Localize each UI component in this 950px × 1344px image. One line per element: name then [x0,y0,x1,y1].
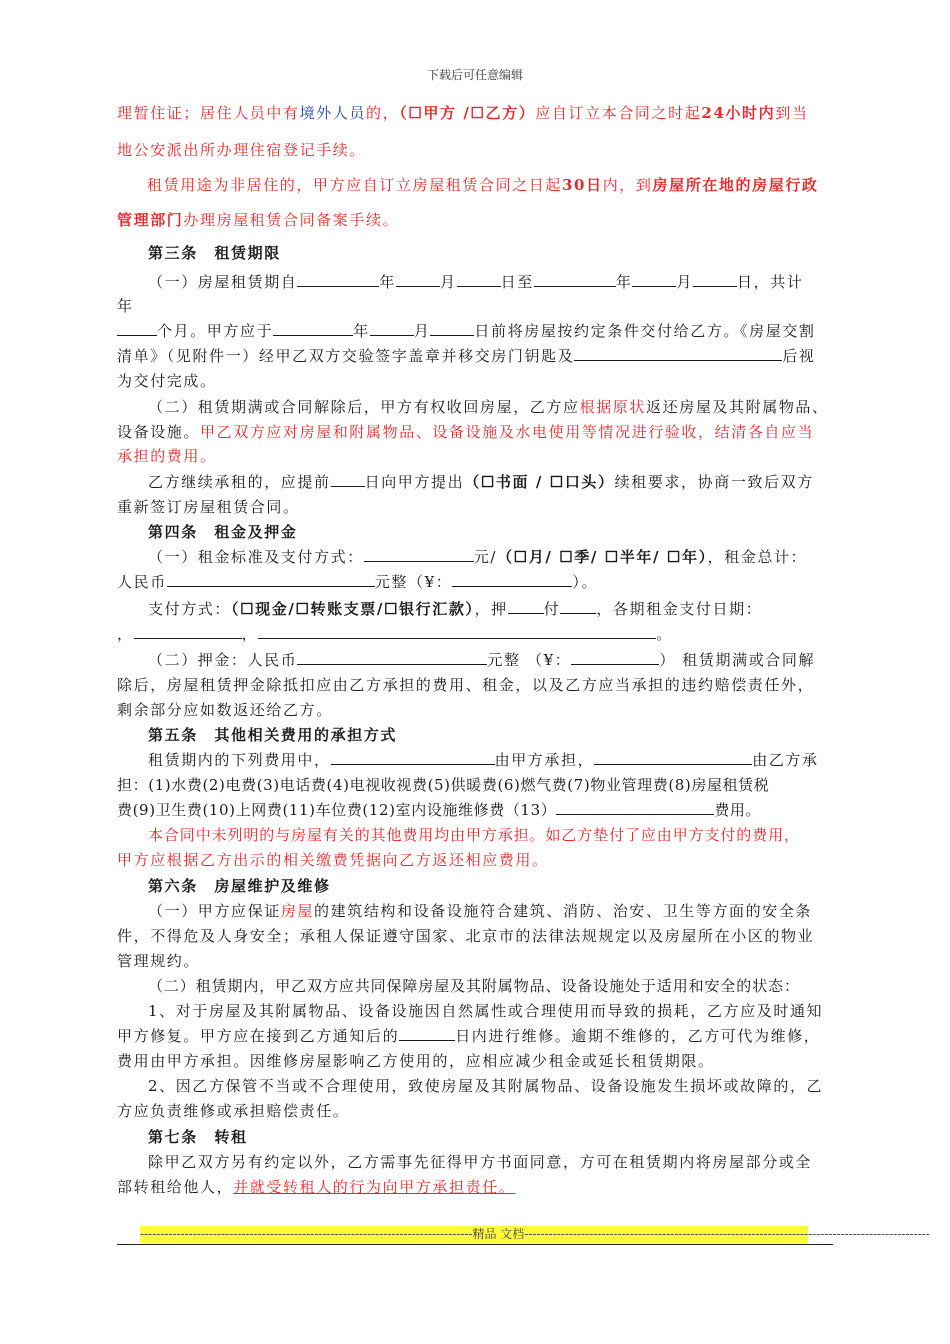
footer-label: 精品 文档 [472,1227,525,1241]
s3-p2-line1: （二）租赁期满或合同解除后，甲方有权收回房屋，乙方应根据原状返还房屋及其附属物品、 [148,398,829,416]
paragraph-s2-line1: 理暂住证；居住人员中有境外人员的，（☐甲方 /☐乙方）应自订立本合同之时起24小时内到当 [117,104,809,122]
s3-p1-line5: 为交付完成。 [117,372,217,390]
s4-p2-line2: ， ， 。 [117,622,833,646]
section-title-5: 第五条 其他相关费用的承担方式 [148,726,398,744]
s3-p1-line4: 清单》（见附件一）经甲乙双方交验签字盖章并移交房门钥匙及 后视 [117,344,833,368]
s4-p3-line1: （二）押金：人民币 元整 （¥： ） 租赁期满或合同解 [148,648,864,672]
s3-p1-line2: 年 [117,297,134,315]
footer-highlight-bar: ----------------------------------------------------------------------------------精品 文档---------------------------------------------------------------------------------------------------- [140,1227,930,1241]
s6-p2-line1: （二）租赁期内，甲乙双方应共同保障房屋及其附属物品、设备设施处于适用和安全的状态： [148,977,800,995]
s3-p3-line1: 乙方继续承租的，应提前 日向甲方提出（☐书面 / ☐口头）续租要求，协商一致后双方 [148,470,864,494]
s4-p1-line2: 人民币 元整（¥： ）。 [117,570,833,594]
s4-p3-line2: 除后，房屋租赁押金除抵扣应由乙方承担的费用、租金，以及乙方应当承担的违约赔偿责任外， [117,676,815,694]
s5-p2-line2: 甲方应根据乙方出示的相关缴费凭据向乙方返还相应费用。 [117,851,549,869]
s7-p1-line2: 部转租给他人，并就受转租人的行为向甲方承担责任。 [117,1178,516,1196]
paragraph-s2-line4: 管理部门办理房屋租赁合同备案手续。 [117,211,400,229]
s5-p1-line1: 租赁期内的下列费用中， 由甲方承担， 由乙方承 [148,748,864,772]
paragraph-s2-line2: 地公安派出所办理住宿登记手续。 [117,141,367,159]
page-header: 下载后可任意编辑 [426,68,523,82]
s5-p1-line2: 担：(1)水费(2)电费(3)电话费(4)电视收视费(5)供暖费(6)燃气费(7)物业管理费(8)房屋租赁税 [117,776,770,794]
footer-rule [117,1244,833,1245]
s6-p4-line2: 方应负责维修或承担赔偿责任。 [117,1102,350,1120]
s6-p1-line1: （一）甲方应保证房屋的建筑结构和设备设施符合建筑、消防、治安、卫生等方面的安全条 [148,902,813,920]
s4-p2-line1: 支付方式：（☐现金/☐转账支票/☐银行汇款），押 付 ，各期租金支付日期： [148,597,864,621]
section-title-6: 第六条 房屋维护及维修 [148,877,331,895]
s6-p1-line2: 件，不得危及人身安全；承租人保证遵守国家、北京市的法律法规规定以及房屋所在小区的物业 [117,927,815,945]
s5-p1-line3: 费(9)卫生费(10)上网费(11)车位费(12)室内设施维修费（13） 费用。 [117,798,833,822]
section-title-3: 第三条 租赁期限 [148,244,281,262]
s6-p3-line2: 甲方修复。甲方应在接到乙方通知后的 日内进行维修。逾期不维修的，乙方可代为维修， [117,1024,833,1048]
s4-p1-line1: （一）租金标准及支付方式： 元/（☐月/ ☐季/ ☐半年/ ☐年），租金总计： [148,545,864,569]
paragraph-s2-line3: 租赁用途为非居住的，甲方应自订立房屋租赁合同之日起30日内，到房屋所在地的房屋行政 [147,176,819,194]
s3-p1-line1: （一）房屋租赁期自 年 月 日至 年 月 日，共计 [148,270,864,294]
s6-p1-line3: 管理规约。 [117,952,201,970]
s6-p3-line3: 费用由甲方承担。因维修房屋影响乙方使用的，应相应减少租金或延长租赁期限。 [117,1052,715,1070]
s6-p4-line1: 2、因乙方保管不当或不合理使用，致使房屋及其附属物品、设备设施发生损坏或故障的，乙 [148,1077,824,1095]
s7-p1-line1: 除甲乙双方另有约定以外，乙方需事先征得甲方书面同意，方可在租赁期内将房屋部分或全 [148,1153,813,1171]
s3-p2-line2: 设备设施。甲乙双方应对房屋和附属物品、设备设施及水电使用等情况进行验收，结清各自应当 [117,423,815,441]
s5-p2-line1: 本合同中未列明的与房屋有关的其他费用均由甲方承担。如乙方垫付了应由甲方支付的费用， [148,826,800,844]
section-title-7: 第七条 转租 [148,1128,248,1146]
s3-p2-line3: 承担的费用。 [117,447,217,465]
s3-p1-line3: 个月。甲方应于 年 月 日前将房屋按约定条件交付给乙方。《房屋交割 [117,319,833,343]
s4-p3-line3: 剩余部分应如数返还给乙方。 [117,701,333,719]
s6-p3-line1: 1、对于房屋及其附属物品、设备设施因自然属性或合理使用而导致的损耗，乙方应及时通知 [148,1002,824,1020]
s3-p3-line2: 重新签订房屋租赁合同。 [117,498,300,516]
section-title-4: 第四条 租金及押金 [148,523,298,541]
